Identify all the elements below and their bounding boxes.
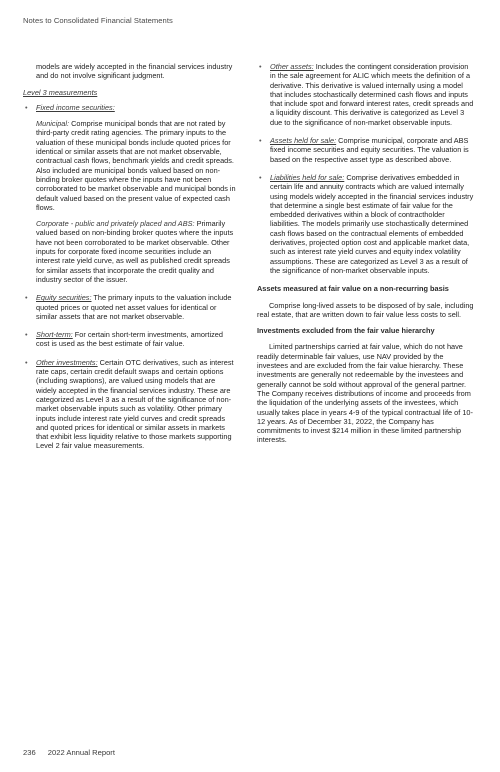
short-term-label: Short-term: [36, 330, 73, 340]
other-investments-text: Certain OTC derivatives, such as interest rate caps, certain credit default swaps and certain options (including swaptions), are valued using models that are widely accepted in the financial services industry. These are categorized as Level 3 as a result of the significance of non-market observable inputs such as volatility. Other primary inputs include interest rate yield curves and credit spreads and quoted prices for identical or similar assets in markets that exhibit less liquidity relative to those markets supporting Level 2 fair value measurements. [36, 357, 234, 451]
page-header: Notes to Consolidated Financial Statements [23, 16, 173, 25]
bullet-icon: • [25, 357, 28, 367]
left-column [23, 62, 237, 460]
bullet-other-assets [257, 62, 475, 127]
excluded-text: Limited partnerships carried at fair value, which do not have readily determinable fair values, use NAV provided by the investees and are excluded from the fair value hierarchy. These investments are generally not redeemable by the investees and generally cannot be sold without approval of the general partner. The Company receives distributions of income and proceeds from the liquidation of the underlying assets of the investees, which usually takes place in years 4-9 of the typical contractual life of 10-12 years. As of December 31, 2022, the Company has commitments to invest $214 million in these limited partnership interests. [257, 342, 473, 445]
nonrecurring-text: Comprise long-lived assets to be disposed of by sale, including real estate, that are written down to fair value less costs to sell. [257, 300, 474, 319]
bullet-icon: • [259, 136, 262, 146]
municipal-text: Comprise municipal bonds that are not rated by third-party credit rating agencies. The primary inputs to the valuation of these municipal bonds include quoted prices for identical or similar assets that are not market observable, contractual cash flows, benchmark yields and credit spreads. Also included are municipal bonds valued based on non-binding broker quotes where the inputs have not been corroborated to be market observable and municipal bonds in default valued based on the present value of expected cash flows. [36, 119, 236, 212]
bullet-equity [23, 293, 237, 321]
assets-held-text: Comprise municipal, corporate and ABS fixed income securities and equity securities. The valuation is based on the respective asset type as described above. [270, 136, 469, 164]
corporate-label: Corporate - public and privately placed and ABS: [36, 219, 195, 229]
intro-paragraph: models are widely accepted in the financial services industry and do not involve significant judgment. [36, 62, 233, 81]
bullet-assets-held-for-sale [257, 136, 475, 164]
page-number: 236 [23, 748, 36, 757]
assets-held-label: Assets held for sale: [270, 136, 337, 146]
other-investments-label: Other investments: [36, 357, 98, 367]
municipal-label: Municipal: [36, 119, 70, 129]
bullet-icon: • [25, 330, 28, 340]
bullet-other-investments [23, 358, 237, 451]
bullet-short-term [23, 330, 237, 349]
bullet-fixed-income [23, 103, 237, 284]
equity-label: Equity securities: [36, 293, 92, 303]
page-footer [23, 748, 115, 757]
report-title: 2022 Annual Report [47, 748, 115, 757]
equity-text: The primary inputs to the valuation include quoted prices or quoted net asset values for identical or similar assets that are not market observable. [36, 293, 232, 321]
bullet-icon: • [25, 102, 28, 112]
liabilities-held-label: Liabilities held for sale: [270, 172, 345, 182]
bullet-liabilities-held-for-sale [257, 173, 475, 275]
bullet-icon: • [259, 62, 262, 71]
fixed-income-label: Fixed income securities: [36, 102, 115, 112]
other-assets-label: Other assets: [270, 62, 314, 71]
right-column [257, 62, 475, 452]
liabilities-held-text: Comprise derivatives embedded in certain life and annuity contracts which are valued internally using models widely accepted in the financial services industry that determine a single best estimate of fair value for the embedded derivatives within a block of contractholder liabilities. The models primarily use stochastically determined cash flows based on the contractual elements of embedded derivatives, projected option cost and applicable market data, such as interest rate yield curves and equity index volatility assumptions. These are categorized as Level 3 as a result of the significance of non-market observable inputs. [270, 172, 474, 275]
excluded-heading: Investments excluded from the fair value hierarchy [257, 326, 435, 336]
short-term-text: For certain short-term investments, amortized cost is used as the best estimate of fair value. [36, 330, 223, 349]
other-assets-text: Includes the contingent consideration provision in the sale agreement for ALIC which meets the definition of a derivative. This derivative is valued internally using a model that includes stochastically determined cash flows and inputs that include spot and forward interest rates, credit spreads and a liquidity discount. This derivative is categorized as Level 3 due to the significance of non-market observable inputs. [270, 62, 474, 127]
nonrecurring-heading: Assets measured at fair value on a non-recurring basis [257, 284, 449, 294]
corporate-text: Primarily valued based on non-binding broker quotes where the inputs have not been corroborated to be market observable. Other inputs for corporate fixed income securities include an interest rate yield curve, as well as published credit spreads for similar assets that incorporate the credit quality and industry sector of the issuer. [36, 219, 234, 284]
level3-title: Level 3 measurements [23, 87, 98, 97]
bullet-icon: • [259, 172, 262, 182]
bullet-icon: • [25, 293, 28, 303]
